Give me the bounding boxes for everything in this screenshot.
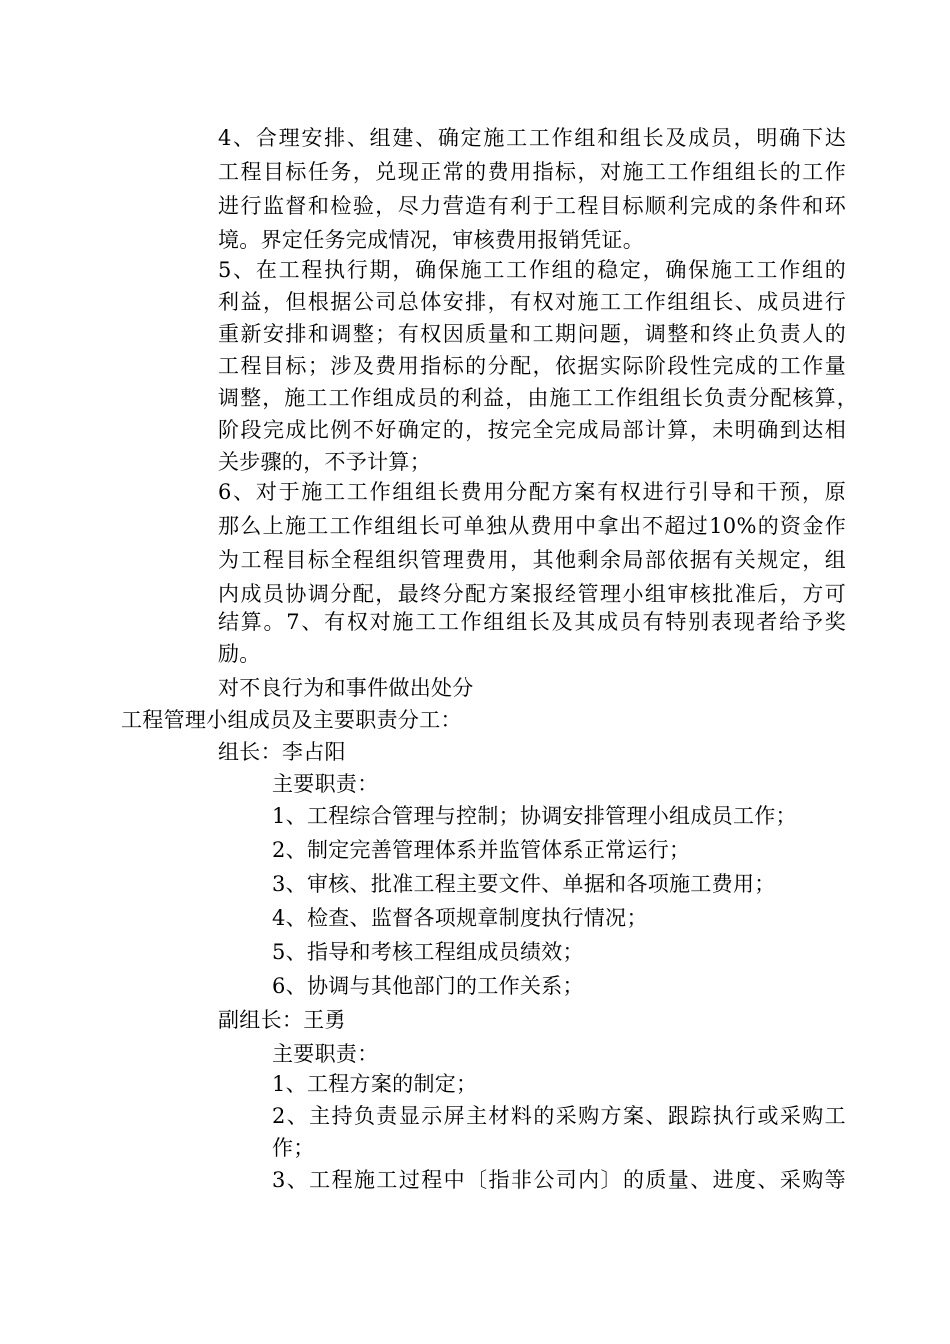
leader-duty-1: 1、工程综合管理与控制；协调安排管理小组成员工作； [272, 804, 797, 828]
item4-line-4: 境。界定任务完成情况，审核费用报销凭证。 [218, 228, 644, 252]
leader-title: 组长：李占阳 [218, 740, 346, 764]
item5-line-1: 5、在工程执行期，确保施工工作组的稳定，确保施工工作组的 [218, 258, 846, 282]
item7-tail: 对不良行为和事件做出处分 [218, 676, 474, 700]
leader-duty-2: 2、制定完善管理体系并监管体系正常运行； [272, 838, 691, 862]
section-heading: 工程管理小组成员及主要职责分工： [121, 708, 462, 732]
item5-line-5: 调整，施工工作组成员的利益，由施工工作组组长负责分配核算， [218, 386, 858, 410]
item5-line-4: 工程目标；涉及费用指标的分配，依据实际阶段性完成的工作量 [218, 354, 846, 378]
leader-duty-5: 5、指导和考核工程组成员绩效； [272, 940, 584, 964]
deputy-duty-2: 2、主持负责显示屏主材料的采购方案、跟踪执行或采购工 [272, 1104, 846, 1128]
item4-line-2: 工程目标任务，兑现正常的费用指标，对施工工作组组长的工作 [218, 160, 846, 184]
deputy-duty-2-cont: 作； [272, 1136, 315, 1160]
item6-line-1: 6、对于施工工作组组长费用分配方案有权进行引导和干预，原 [218, 480, 846, 504]
item5-line-7: 关步骤的，不予计算； [218, 450, 431, 474]
leader-duty-6: 6、协调与其他部门的工作关系； [272, 974, 584, 998]
deputy-duties-label: 主要职责： [272, 1042, 379, 1066]
leader-duties-label: 主要职责： [272, 772, 379, 796]
deputy-title: 副组长：王勇 [218, 1008, 346, 1032]
item6-line-2: 那么上施工工作组组长可单独从费用中拿出不超过10%的资金作 [218, 514, 846, 538]
item6-line-3: 为工程目标全程组织管理费用，其他剩余局部依据有关规定，组 [218, 548, 846, 572]
item5-line-3: 重新安排和调整；有权因质量和工期问题，调整和终止负责人的 [218, 322, 846, 346]
leader-duty-3: 3、审核、批准工程主要文件、单据和各项施工费用； [272, 872, 776, 896]
deputy-duty-3: 3、工程施工过程中〔指非公司内〕的质量、进度、采购等 [272, 1168, 846, 1192]
item6-line-4: 内成员协调分配，最终分配方案报经管理小组审核批准后，方可 [218, 582, 846, 606]
item4-line-3: 进行监督和检验，尽力营造有利于工程目标顺利完成的条件和环 [218, 194, 846, 218]
leader-duty-4: 4、检查、监督各项规章制度执行情况； [272, 906, 648, 930]
item5-line-6: 阶段完成比例不好确定的，按完全完成局部计算，未明确到达相 [218, 418, 846, 442]
item6-line-5: 结算。7、有权对施工工作组组长及其成员有特别表现者给予奖 [218, 610, 846, 634]
deputy-duty-1: 1、工程方案的制定； [272, 1072, 478, 1096]
item5-line-2: 利益，但根据公司总体安排，有权对施工工作组组长、成员进行 [218, 290, 846, 314]
item6-line-6: 励。 [218, 642, 261, 666]
item4-line-1: 4、合理安排、组建、确定施工工作组和组长及成员，明确下达 [218, 126, 846, 150]
